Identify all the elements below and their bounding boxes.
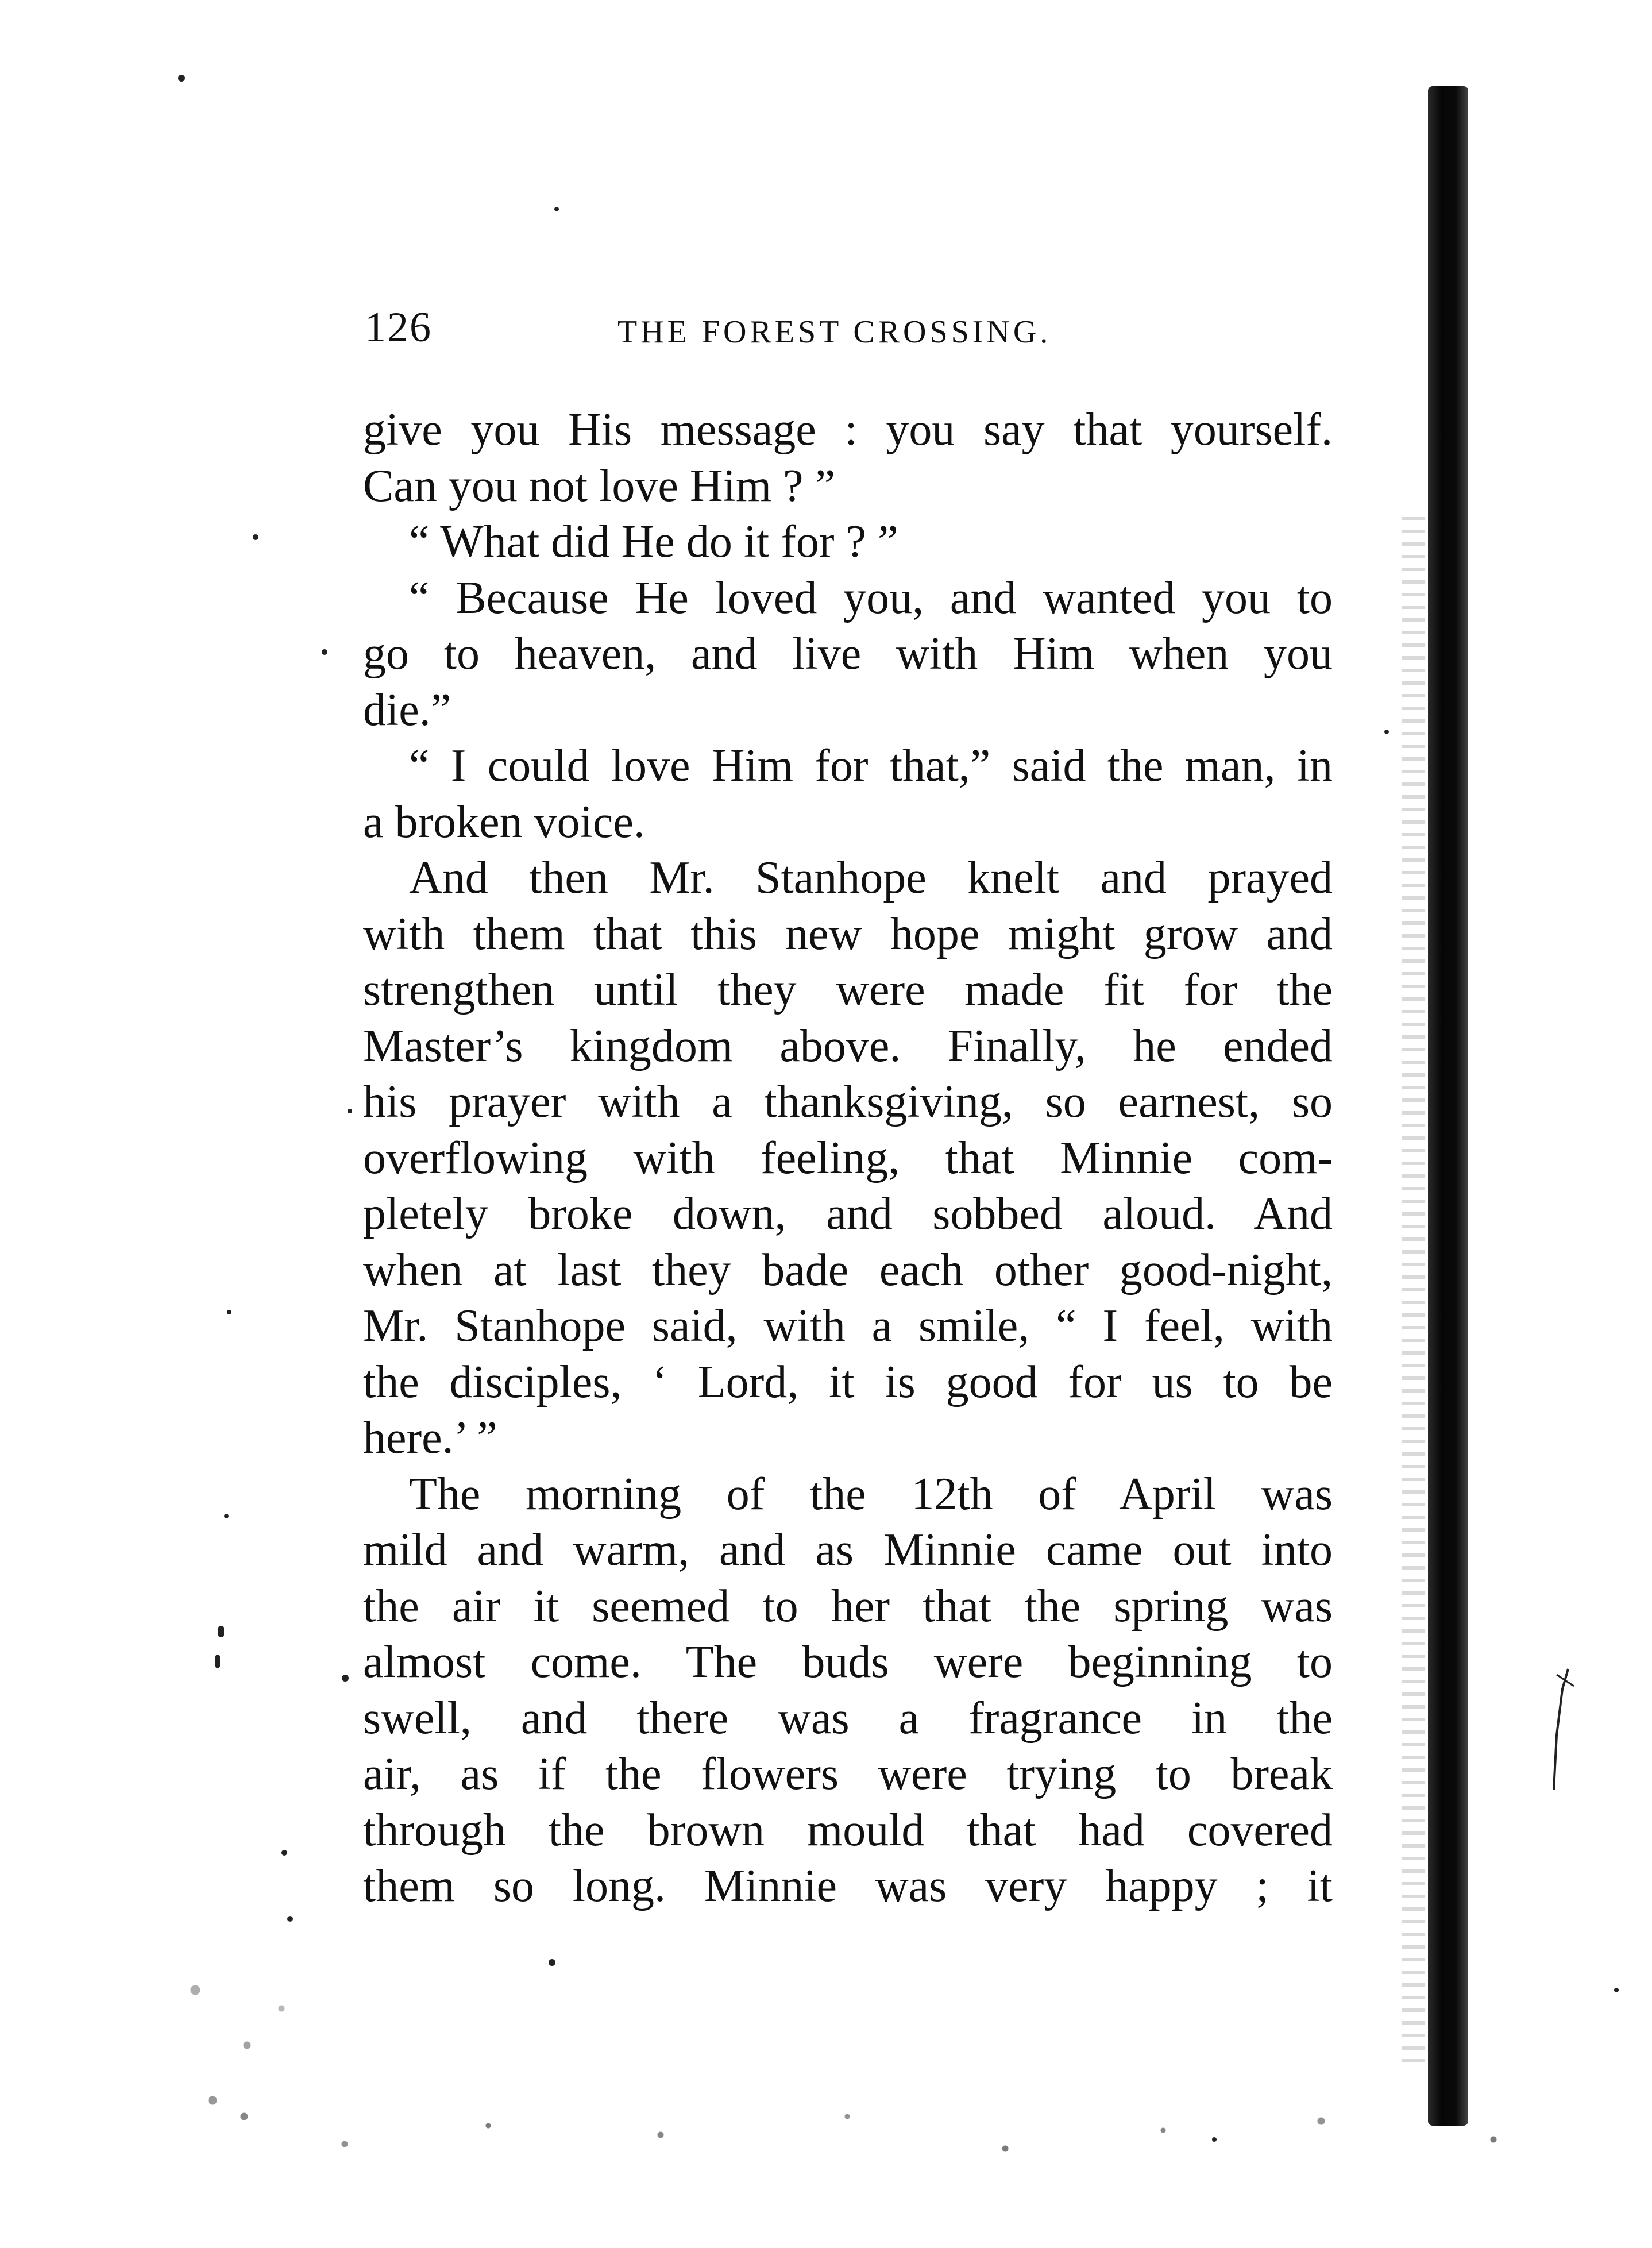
ink-speck [218, 1626, 224, 1637]
text-line: overflowing with feeling, that Minnie com- [363, 1132, 1333, 1183]
text-line: swell, and there was a fragrance in the [363, 1692, 1333, 1744]
text-line: the air it seemed to her that the spring was [363, 1580, 1333, 1632]
page-number: 126 [365, 304, 432, 351]
ink-speck [215, 1655, 220, 1668]
text-line: strengthen until they were made fit for the [363, 965, 1333, 1015]
text-line: The morning of the 12th of April was [409, 1468, 1333, 1520]
text-line: air, as if the flowers were trying to break [363, 1749, 1333, 1799]
text-line: Can you not love Him ? ” [363, 460, 836, 511]
text-line: almost come. The buds were beginning to [363, 1637, 1333, 1687]
text-line: “ Because He loved you, and wanted you to [409, 572, 1333, 623]
text-line: “ What did He do it for ? ” [409, 516, 898, 567]
ink-speck [322, 649, 327, 655]
ink-speck [342, 1675, 349, 1682]
ink-speck [348, 1109, 352, 1113]
ink-speck [287, 1916, 293, 1922]
text-line: a broken voice. [363, 796, 645, 847]
ink-speck [1384, 730, 1389, 734]
text-line: his prayer with a thanksgiving, so earnest, so [363, 1077, 1333, 1127]
text-line: them so long. Minnie was very happy ; it [363, 1861, 1333, 1911]
page-binding-shadow [1428, 86, 1468, 2126]
scan-noise [172, 2080, 1608, 2172]
text-line: mild and warm, and as Minnie came out into [363, 1525, 1333, 1575]
pencil-mark [1545, 1666, 1580, 1792]
ink-speck [281, 1850, 287, 1856]
ink-speck [549, 1959, 555, 1966]
body-text [363, 402, 1333, 1915]
text-line: give you His message : you say that yourself. [363, 404, 1333, 455]
text-line: here.’ ” [363, 1413, 497, 1463]
page-header [365, 296, 1330, 359]
text-line: with them that this new hope might grow and [363, 908, 1333, 959]
text-line: And then Mr. Stanhope knelt and prayed [409, 853, 1333, 903]
text-line: “ I could love Him for that,” said the man, in [409, 741, 1333, 791]
text-line: through the brown mould that had covered [363, 1804, 1333, 1856]
ink-speck [224, 1514, 229, 1518]
text-line: when at last they bade each other good-night, [363, 1244, 1333, 1295]
binding-texture [1402, 517, 1425, 2068]
text-line: go to heaven, and live with Him when you [363, 628, 1333, 679]
ink-speck [554, 207, 559, 211]
ink-speck [1614, 1988, 1619, 1992]
text-line: pletely broke down, and sobbed aloud. And [363, 1189, 1333, 1239]
ink-speck [227, 1310, 231, 1314]
text-line: Mr. Stanhope said, with a smile, “ I feel, with [363, 1301, 1333, 1351]
ink-speck [253, 534, 258, 540]
running-title: THE FOREST CROSSING. [617, 314, 1052, 350]
text-line: Master’s kingdom above. Finally, he ended [363, 1020, 1333, 1071]
text-line: the disciples, ‘ Lord, it is good for us to be [363, 1356, 1333, 1408]
ink-speck [178, 75, 185, 82]
text-line: die.” [363, 684, 451, 735]
